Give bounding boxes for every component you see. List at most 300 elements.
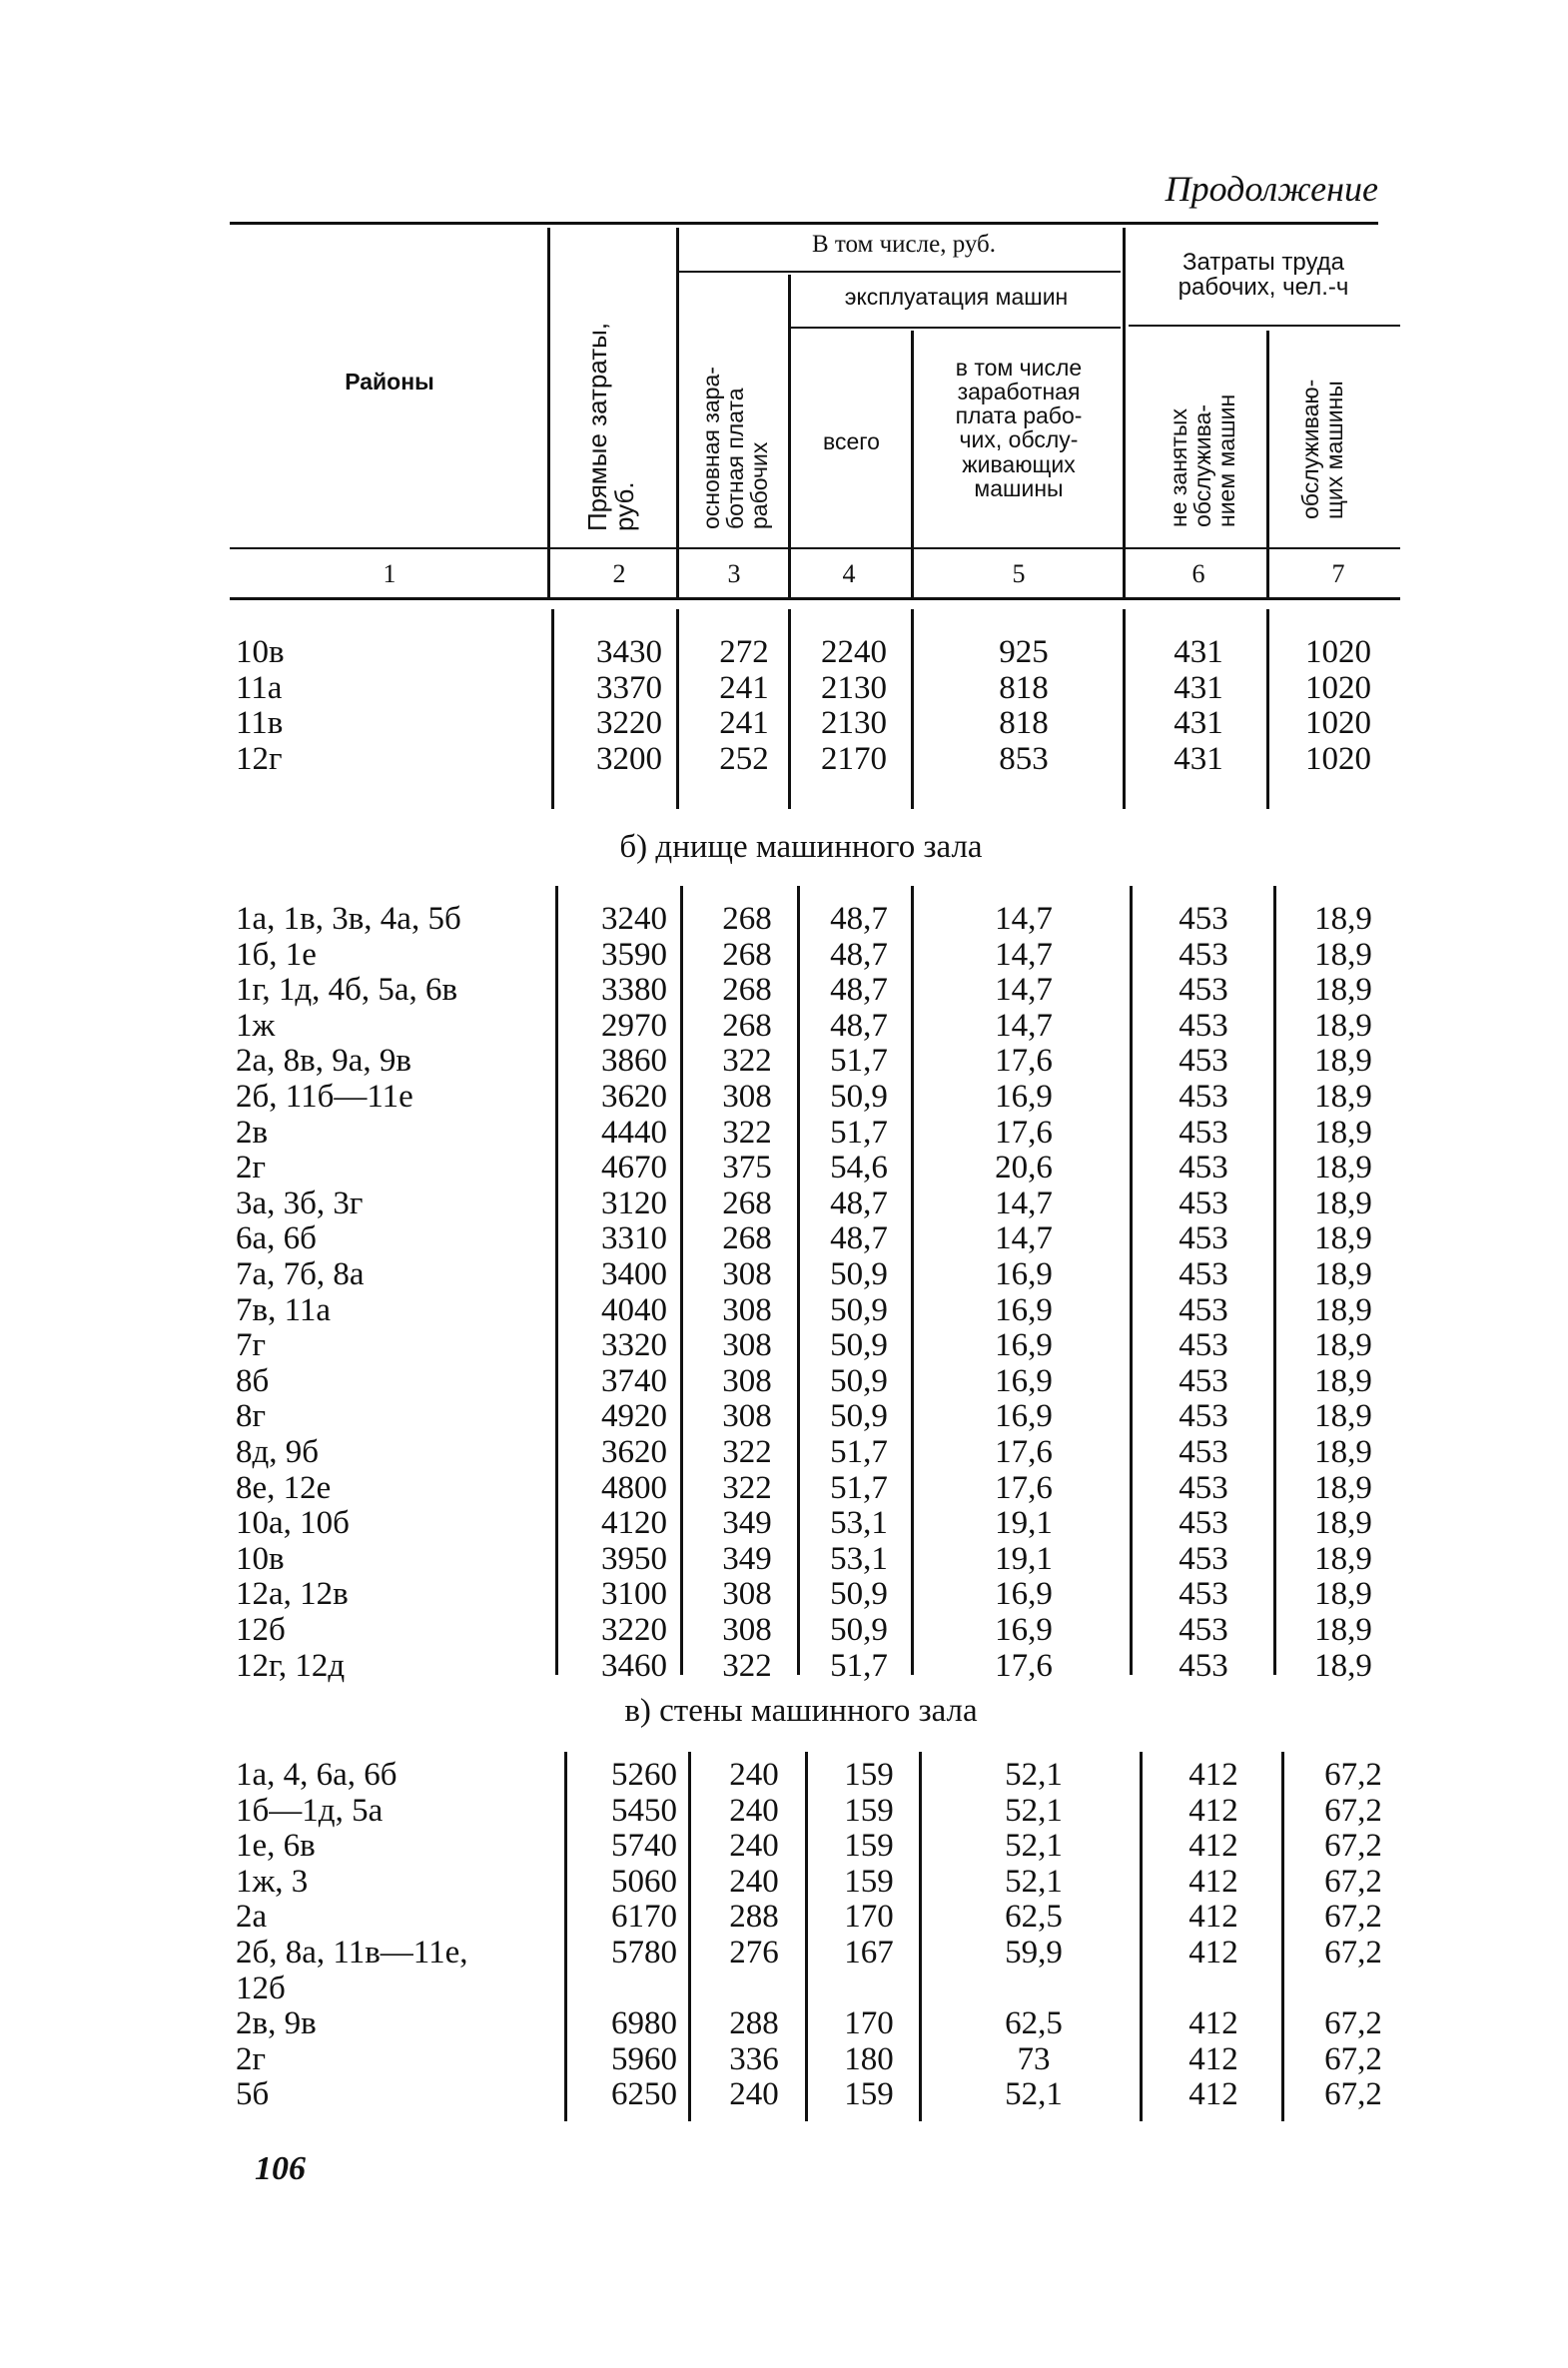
table-row: [0, 1151, 1568, 1186]
row-value-col6: 431: [1174, 705, 1223, 742]
row-value-col7: 18,9: [1314, 936, 1372, 973]
row-value-col4: 2130: [821, 705, 887, 742]
row-value-col7: 18,9: [1314, 1469, 1372, 1506]
row-district: 2а, 8в, 9а, 9в: [236, 1043, 411, 1080]
row-value-col7: 18,9: [1314, 1362, 1372, 1399]
row-district: 2г: [236, 2040, 267, 2077]
row-value-col2: 4800: [601, 1469, 667, 1506]
row-value-col7: 67,2: [1324, 2076, 1382, 2113]
row-value-col7: 18,9: [1314, 1043, 1372, 1080]
row-value-col2: 4920: [601, 1398, 667, 1435]
section-b-title: б) днище машинного зала: [619, 829, 983, 865]
table-row: [0, 1972, 1568, 2007]
row-value-col5: 818: [999, 669, 1049, 706]
row-value-col6: 453: [1178, 1079, 1228, 1115]
row-value-col3: 322: [722, 1114, 772, 1151]
row-value-col2: 6170: [611, 1899, 677, 1936]
row-value-col2: 4040: [601, 1291, 667, 1328]
row-value-col7: 18,9: [1314, 1647, 1372, 1684]
table-row: [0, 938, 1568, 974]
header-obsluzhivayushchih-text: обслуживаю- щих машины: [1297, 379, 1348, 519]
row-value-col2: 3400: [601, 1256, 667, 1292]
row-value-col5: 14,7: [995, 936, 1053, 973]
row-value-col5: 52,1: [1005, 1863, 1063, 1900]
row-value-col4: 2170: [821, 740, 887, 777]
row-district: 2б, 11б—11е: [236, 1079, 413, 1115]
row-value-col5: 14,7: [995, 901, 1053, 937]
row-value-col6: 453: [1178, 1256, 1228, 1292]
row-value-col7: 18,9: [1314, 1256, 1372, 1292]
row-value-col6: 453: [1178, 1291, 1228, 1328]
colnum-sep: [1123, 551, 1126, 595]
table-row: [0, 1221, 1568, 1257]
row-value-col4: 48,7: [830, 936, 888, 973]
header-zp-mashiny: в том числе заработная плата рабо- чих, обслу- живающих машины: [955, 355, 1083, 501]
row-value-col4: 51,7: [830, 1043, 888, 1080]
row-value-col2: 3620: [601, 1079, 667, 1115]
row-district: 8г: [236, 1398, 267, 1435]
table-row: [0, 1044, 1568, 1080]
row-value-col5: 59,9: [1005, 1935, 1063, 1971]
row-value-col6: 453: [1178, 1327, 1228, 1364]
row-value-col2: 3320: [601, 1327, 667, 1364]
row-value-col2: 6980: [611, 2005, 677, 2042]
row-value-col5: 52,1: [1005, 1757, 1063, 1793]
header-pryamye: [584, 252, 639, 531]
row-value-col5: 16,9: [995, 1362, 1053, 1399]
row-value-col5: 52,1: [1005, 2076, 1063, 2113]
table-row: [0, 1542, 1568, 1578]
table-row: [0, 1328, 1568, 1364]
row-value-col4: 48,7: [830, 1007, 888, 1044]
row-value-col6: 453: [1178, 1043, 1228, 1080]
continuation-label: Продолжение: [1165, 169, 1378, 209]
row-value-col7: 18,9: [1314, 1150, 1372, 1186]
row-value-col5: 853: [999, 740, 1049, 777]
row-value-col6: 412: [1188, 1899, 1238, 1936]
table-row: [0, 1936, 1568, 1972]
table-row: [0, 1829, 1568, 1865]
row-value-col3: 322: [722, 1043, 772, 1080]
row-value-col6: 453: [1178, 1434, 1228, 1470]
row-value-col7: 18,9: [1314, 1184, 1372, 1221]
row-value-col4: 50,9: [830, 1362, 888, 1399]
row-district: 6а, 6б: [236, 1220, 317, 1257]
row-value-col5: 16,9: [995, 1576, 1053, 1613]
row-value-col7: 67,2: [1324, 1757, 1382, 1793]
row-value-col3: 308: [722, 1398, 772, 1435]
table-row: [0, 1080, 1568, 1116]
row-value-col5: 16,9: [995, 1398, 1053, 1435]
row-value-col7: 67,2: [1324, 1792, 1382, 1829]
row-value-col2: 5740: [611, 1828, 677, 1865]
row-value-col5: 16,9: [995, 1291, 1053, 1328]
header-v-tom-chisle: В том числе, руб.: [811, 231, 997, 258]
row-district: 12г, 12д: [236, 1647, 346, 1684]
row-district: 11а: [236, 669, 283, 706]
row-value-col2: 3860: [601, 1043, 667, 1080]
colnum-1: 1: [383, 559, 396, 588]
header-ekspluataciya: эксплуатация машин: [844, 284, 1069, 310]
row-value-col7: 18,9: [1314, 1540, 1372, 1577]
row-value-col6: 453: [1178, 1007, 1228, 1044]
row-value-col7: 18,9: [1314, 1220, 1372, 1257]
vtom-rule: [679, 271, 1121, 273]
row-value-col5: 16,9: [995, 1256, 1053, 1292]
colnum-sep: [676, 551, 679, 595]
row-value-col4: 51,7: [830, 1647, 888, 1684]
row-value-col3: 375: [722, 1150, 772, 1186]
row-district: 1е, 6в: [236, 1828, 316, 1865]
row-value-col7: 18,9: [1314, 1398, 1372, 1435]
row-district: 12г: [236, 740, 283, 777]
row-value-col2: 3220: [601, 1612, 667, 1648]
row-value-col6: 453: [1178, 1647, 1228, 1684]
row-value-col3: 241: [719, 705, 769, 742]
row-district: 12б: [236, 1612, 286, 1648]
table-row: [0, 1293, 1568, 1329]
row-value-col6: 453: [1178, 936, 1228, 973]
row-value-col5: 14,7: [995, 1007, 1053, 1044]
row-value-col6: 453: [1178, 901, 1228, 937]
table-row: [0, 2006, 1568, 2042]
row-value-col5: 62,5: [1005, 1899, 1063, 1936]
table-row: [0, 973, 1568, 1009]
row-value-col5: 14,7: [995, 972, 1053, 1009]
row-value-col3: 349: [722, 1505, 772, 1542]
row-district: 1ж, 3: [236, 1863, 309, 1900]
row-value-col4: 159: [844, 1757, 894, 1793]
row-value-col4: 180: [844, 2040, 894, 2077]
table-row: [0, 1865, 1568, 1901]
row-district: 12а, 12в: [236, 1576, 349, 1613]
table-row: [0, 2042, 1568, 2078]
row-value-col4: 50,9: [830, 1291, 888, 1328]
row-value-col5: 19,1: [995, 1540, 1053, 1577]
row-value-col3: 268: [722, 972, 772, 1009]
row-value-col6: 453: [1178, 1220, 1228, 1257]
row-district: 5б: [236, 2076, 270, 2113]
row-value-col4: 159: [844, 1863, 894, 1900]
row-value-col3: 268: [722, 1220, 772, 1257]
header-zatraty-truda: Затраты труда рабочих, чел.-ч: [1177, 249, 1349, 302]
row-value-col5: 16,9: [995, 1612, 1053, 1648]
row-value-col6: 453: [1178, 1398, 1228, 1435]
row-value-col3: 349: [722, 1540, 772, 1577]
row-district: 11в: [236, 705, 284, 742]
row-value-col6: 412: [1188, 1828, 1238, 1865]
table-row: [0, 671, 1568, 707]
row-value-col4: 159: [844, 1828, 894, 1865]
header-vsego: всего: [823, 428, 880, 454]
row-value-col2: 3370: [596, 669, 662, 706]
row-value-col2: 4440: [601, 1114, 667, 1151]
header-bottom-rule: [230, 547, 1400, 549]
colnum-sep: [911, 551, 914, 595]
row-district: 10в: [236, 1540, 285, 1577]
row-value-col5: 17,6: [995, 1647, 1053, 1684]
row-value-col3: 268: [722, 936, 772, 973]
zatraty-rule: [1129, 325, 1400, 327]
row-value-col3: 268: [722, 1184, 772, 1221]
header-obsluzhivayushchih: [1298, 380, 1346, 519]
header-vline-1: [547, 228, 550, 597]
row-value-col5: 818: [999, 705, 1049, 742]
row-value-col7: 67,2: [1324, 2040, 1382, 2077]
row-district: 12б: [236, 1970, 286, 2006]
row-value-col3: 288: [729, 1899, 779, 1936]
row-value-col4: 48,7: [830, 972, 888, 1009]
row-district: 7в, 11а: [236, 1291, 332, 1328]
row-value-col4: 51,7: [830, 1114, 888, 1151]
row-value-col6: 431: [1174, 669, 1223, 706]
row-value-col3: 240: [729, 2076, 779, 2113]
row-value-col5: 52,1: [1005, 1792, 1063, 1829]
row-value-col7: 1020: [1305, 669, 1371, 706]
row-value-col7: 18,9: [1314, 1327, 1372, 1364]
row-district: 1ж: [236, 1007, 276, 1044]
row-value-col7: 67,2: [1324, 1828, 1382, 1865]
row-value-col3: 336: [729, 2040, 779, 2077]
header-osnovnaya: [699, 367, 771, 529]
row-district: 2в: [236, 1114, 269, 1151]
row-value-col2: 5960: [611, 2040, 677, 2077]
row-value-col6: 412: [1188, 1792, 1238, 1829]
row-value-col5: 17,6: [995, 1043, 1053, 1080]
row-value-col6: 412: [1188, 2076, 1238, 2113]
row-value-col4: 159: [844, 2076, 894, 2113]
row-value-col6: 453: [1178, 1576, 1228, 1613]
colnum-3: 3: [727, 559, 741, 588]
row-value-col5: 14,7: [995, 1220, 1053, 1257]
row-value-col5: 14,7: [995, 1184, 1053, 1221]
row-value-col5: 16,9: [995, 1079, 1053, 1115]
row-value-col3: 276: [729, 1935, 779, 1971]
row-value-col7: 67,2: [1324, 1935, 1382, 1971]
row-value-col4: 170: [844, 1899, 894, 1936]
row-value-col4: 53,1: [830, 1540, 888, 1577]
row-value-col2: 3460: [601, 1647, 667, 1684]
row-value-col2: 3590: [601, 936, 667, 973]
row-value-col2: 3220: [596, 705, 662, 742]
colnum-bottom-rule: [230, 597, 1400, 600]
row-value-col4: 2240: [821, 634, 887, 670]
row-value-col2: 5260: [611, 1757, 677, 1793]
row-district: 1б, 1е: [236, 936, 317, 973]
table-row: [0, 1794, 1568, 1830]
row-value-col4: 2130: [821, 669, 887, 706]
row-value-col2: 3620: [601, 1434, 667, 1470]
header-pryamye-text: Прямые затраты, руб.: [582, 322, 640, 531]
row-value-col7: 18,9: [1314, 1612, 1372, 1648]
header-ne-zanyatyh: [1167, 395, 1238, 527]
row-value-col6: 431: [1174, 634, 1223, 670]
colnum-sep: [547, 551, 550, 595]
row-value-col3: 322: [722, 1434, 772, 1470]
row-value-col3: 308: [722, 1362, 772, 1399]
row-value-col3: 272: [719, 634, 769, 670]
header-vline-3: [788, 275, 791, 597]
row-value-col3: 240: [729, 1757, 779, 1793]
row-value-col5: 925: [999, 634, 1049, 670]
row-value-col2: 3240: [601, 901, 667, 937]
row-value-col7: 18,9: [1314, 1007, 1372, 1044]
row-value-col2: 3380: [601, 972, 667, 1009]
row-value-col3: 268: [722, 1007, 772, 1044]
row-value-col5: 16,9: [995, 1327, 1053, 1364]
row-value-col5: 17,6: [995, 1469, 1053, 1506]
row-value-col3: 322: [722, 1469, 772, 1506]
row-value-col3: 241: [719, 669, 769, 706]
row-value-col5: 19,1: [995, 1505, 1053, 1542]
row-value-col2: 6250: [611, 2076, 677, 2113]
row-district: 10в: [236, 634, 285, 670]
row-value-col7: 18,9: [1314, 1434, 1372, 1470]
row-value-col3: 252: [719, 740, 769, 777]
row-value-col6: 453: [1178, 1505, 1228, 1542]
row-value-col7: 18,9: [1314, 1114, 1372, 1151]
row-value-col4: 51,7: [830, 1434, 888, 1470]
row-district: 2г: [236, 1150, 267, 1186]
table-row: [0, 742, 1568, 778]
row-value-col7: 67,2: [1324, 1863, 1382, 1900]
row-district: 2б, 8а, 11в—11е,: [236, 1935, 468, 1971]
table-row: [0, 1009, 1568, 1045]
row-value-col2: 3120: [601, 1184, 667, 1221]
row-value-col4: 48,7: [830, 1220, 888, 1257]
row-district: 8д, 9б: [236, 1434, 320, 1470]
row-value-col2: 3310: [601, 1220, 667, 1257]
row-value-col6: 453: [1178, 972, 1228, 1009]
colnum-sep: [788, 551, 791, 595]
row-value-col4: 170: [844, 2005, 894, 2042]
row-value-col6: 453: [1178, 1612, 1228, 1648]
row-value-col7: 1020: [1305, 740, 1371, 777]
row-value-col2: 5060: [611, 1863, 677, 1900]
header-vline-5: [1123, 228, 1126, 597]
header-top-rule: [230, 222, 1378, 225]
row-value-col7: 67,2: [1324, 2005, 1382, 2042]
row-value-col7: 18,9: [1314, 901, 1372, 937]
row-value-col6: 453: [1178, 1150, 1228, 1186]
row-district: 1а, 1в, 3в, 4а, 5б: [236, 901, 461, 937]
row-value-col2: 2970: [601, 1007, 667, 1044]
table-row: [0, 635, 1568, 671]
row-value-col5: 17,6: [995, 1114, 1053, 1151]
header-vline-2: [676, 228, 679, 597]
ekspl-rule: [791, 327, 1121, 329]
table-row: [0, 1506, 1568, 1542]
row-value-col5: 73: [1017, 2040, 1051, 2077]
row-value-col3: 308: [722, 1079, 772, 1115]
row-value-col7: 1020: [1305, 634, 1371, 670]
row-value-col7: 18,9: [1314, 972, 1372, 1009]
row-value-col6: 412: [1188, 1757, 1238, 1793]
row-value-col6: 412: [1188, 2040, 1238, 2077]
table-row: [0, 1186, 1568, 1222]
table-row: [0, 1399, 1568, 1435]
table-row: [0, 1364, 1568, 1400]
row-value-col2: 5450: [611, 1792, 677, 1829]
section-c-title: в) стены машинного зала: [624, 1693, 978, 1729]
row-value-col7: 18,9: [1314, 1079, 1372, 1115]
row-district: 1б—1д, 5а: [236, 1792, 384, 1829]
row-district: 2а: [236, 1899, 268, 1936]
row-value-col6: 412: [1188, 2005, 1238, 2042]
row-value-col6: 453: [1178, 1362, 1228, 1399]
row-district: 8е, 12е: [236, 1469, 332, 1506]
row-value-col6: 412: [1188, 1863, 1238, 1900]
row-value-col3: 240: [729, 1792, 779, 1829]
row-district: 8б: [236, 1362, 270, 1399]
row-value-col6: 412: [1188, 1935, 1238, 1971]
row-value-col4: 53,1: [830, 1505, 888, 1542]
row-value-col5: 17,6: [995, 1434, 1053, 1470]
row-value-col4: 50,9: [830, 1398, 888, 1435]
row-value-col7: 1020: [1305, 705, 1371, 742]
table-row: [0, 1257, 1568, 1293]
row-value-col5: 20,6: [995, 1150, 1053, 1186]
row-value-col3: 322: [722, 1647, 772, 1684]
row-value-col5: 52,1: [1005, 1828, 1063, 1865]
table-row: [0, 1116, 1568, 1152]
row-value-col7: 67,2: [1324, 1899, 1382, 1936]
colnum-6: 6: [1191, 559, 1205, 588]
row-value-col3: 240: [729, 1828, 779, 1865]
row-district: 7а, 7б, 8а: [236, 1256, 365, 1292]
row-value-col2: 3740: [601, 1362, 667, 1399]
row-value-col3: 308: [722, 1576, 772, 1613]
row-value-col6: 431: [1174, 740, 1223, 777]
table-row: [0, 1900, 1568, 1936]
row-value-col7: 18,9: [1314, 1576, 1372, 1613]
row-district: 10а, 10б: [236, 1505, 350, 1542]
row-district: 1г, 1д, 4б, 5а, 6в: [236, 972, 458, 1009]
row-value-col6: 453: [1178, 1184, 1228, 1221]
row-value-col3: 308: [722, 1612, 772, 1648]
table-row: [0, 1758, 1568, 1794]
header-ne-zanyatyh-text: не занятых обслужива- нием машин: [1166, 394, 1240, 527]
row-value-col4: 51,7: [830, 1469, 888, 1506]
row-value-col3: 268: [722, 901, 772, 937]
row-value-col3: 308: [722, 1256, 772, 1292]
row-value-col3: 308: [722, 1327, 772, 1364]
header-osnovnaya-text: основная зара- ботная плата рабочих: [698, 367, 773, 529]
colnum-sep: [1266, 551, 1269, 595]
row-value-col4: 48,7: [830, 901, 888, 937]
row-district: 2в, 9в: [236, 2005, 317, 2042]
row-district: 1а, 4, 6а, 6б: [236, 1757, 397, 1793]
row-value-col4: 50,9: [830, 1576, 888, 1613]
row-value-col4: 50,9: [830, 1327, 888, 1364]
colnum-5: 5: [1012, 559, 1026, 588]
row-value-col4: 48,7: [830, 1184, 888, 1221]
page-number: 106: [255, 2150, 306, 2187]
table-row: [0, 1649, 1568, 1685]
row-value-col3: 240: [729, 1863, 779, 1900]
row-value-col3: 288: [729, 2005, 779, 2042]
row-value-col4: 167: [844, 1935, 894, 1971]
row-value-col6: 453: [1178, 1114, 1228, 1151]
table-row: [0, 1613, 1568, 1649]
row-value-col4: 50,9: [830, 1256, 888, 1292]
row-value-col2: 3100: [601, 1576, 667, 1613]
row-value-col7: 18,9: [1314, 1505, 1372, 1542]
row-value-col2: 5780: [611, 1935, 677, 1971]
row-value-col4: 159: [844, 1792, 894, 1829]
row-district: 3а, 3б, 3г: [236, 1184, 364, 1221]
row-district: 7г: [236, 1327, 267, 1364]
